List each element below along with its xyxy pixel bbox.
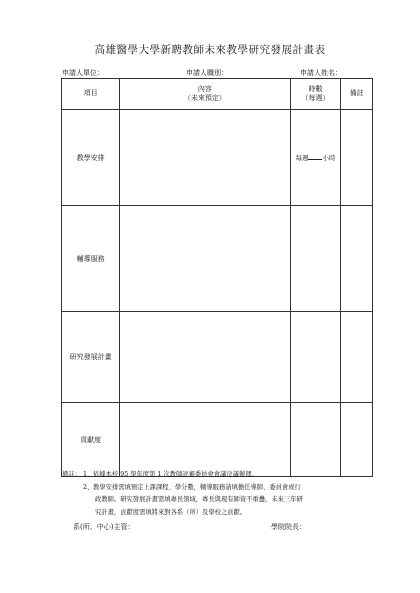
note-cell-contribution[interactable] (341, 403, 373, 477)
note-text-continued: 政教師。研究發展計畫需填專長領域，專長與現有師資不重疊，未來三年研 (95, 496, 303, 503)
content-cell-teaching[interactable] (120, 110, 290, 206)
header-hours-line2: （每週） (301, 94, 330, 102)
note-item-2 (62, 482, 362, 495)
header-item: 項目 (62, 79, 120, 110)
header-note: 備註 (341, 79, 373, 110)
header-content (120, 79, 290, 110)
note-number: 1、 (83, 471, 94, 478)
table-row-research (62, 312, 373, 403)
note-cell-research[interactable] (341, 312, 373, 403)
page-title: 高雄醫學大學新聘教師未來教學研究發展計畫表 (94, 44, 326, 56)
plan-table (61, 78, 373, 477)
note-item-1 (62, 469, 362, 482)
note-text: 依據本校 95 學年度第 1 次教師評審委員會會議決議辦理。 (93, 471, 258, 478)
note-cell-teaching[interactable] (341, 110, 373, 206)
content-cell-research[interactable] (120, 312, 290, 403)
note-text-continued: 究計畫，貢獻度需填將來對各系（所）及學校之貢獻。 (95, 508, 247, 516)
table-row-contribution (62, 403, 373, 477)
notes-section (62, 469, 362, 519)
header-content-line1: 內容 (197, 84, 212, 93)
header-hours-line1: 時數 (308, 84, 323, 93)
hours-suffix: 小時 (322, 154, 336, 162)
row-item-research: 研究發展計畫 (62, 312, 120, 403)
note-cell-counseling[interactable] (341, 206, 373, 312)
notes-label: 備註： (62, 471, 81, 478)
dean-signature-label: 學院院長： (271, 523, 306, 531)
note-number: 2、 (83, 483, 94, 491)
table-row-counseling (62, 206, 373, 312)
row-item-counseling: 輔導服務 (62, 206, 120, 312)
applicant-unit-label: 申請人單位： (62, 69, 104, 77)
hours-cell-contribution[interactable] (290, 403, 341, 477)
content-cell-contribution[interactable] (120, 403, 290, 477)
row-item-teaching: 教學安排 (62, 110, 120, 206)
row-item-contribution: 貢獻度 (62, 403, 120, 477)
content-cell-counseling[interactable] (120, 206, 290, 312)
applicant-name-label: 申請人姓名： (300, 69, 342, 77)
header-content-line2: （未來預定） (183, 94, 226, 102)
applicant-title-label: 申請人職別： (186, 69, 228, 77)
hours-cell-research[interactable] (290, 312, 341, 403)
table-row-teaching (62, 110, 373, 206)
table-header-row (62, 79, 373, 110)
hours-cell-counseling[interactable] (290, 206, 341, 312)
hours-cell-teaching[interactable] (290, 110, 341, 206)
dept-head-signature-label: 系(所、中心)主管： (73, 523, 135, 531)
header-hours (290, 79, 341, 110)
hours-blank[interactable] (308, 153, 322, 160)
hours-prefix: 每週 (295, 154, 309, 162)
note-text: 教學安排需填預定上課課程、學分數，輔導服務請填擔任導師、委員會或行 (93, 483, 301, 491)
